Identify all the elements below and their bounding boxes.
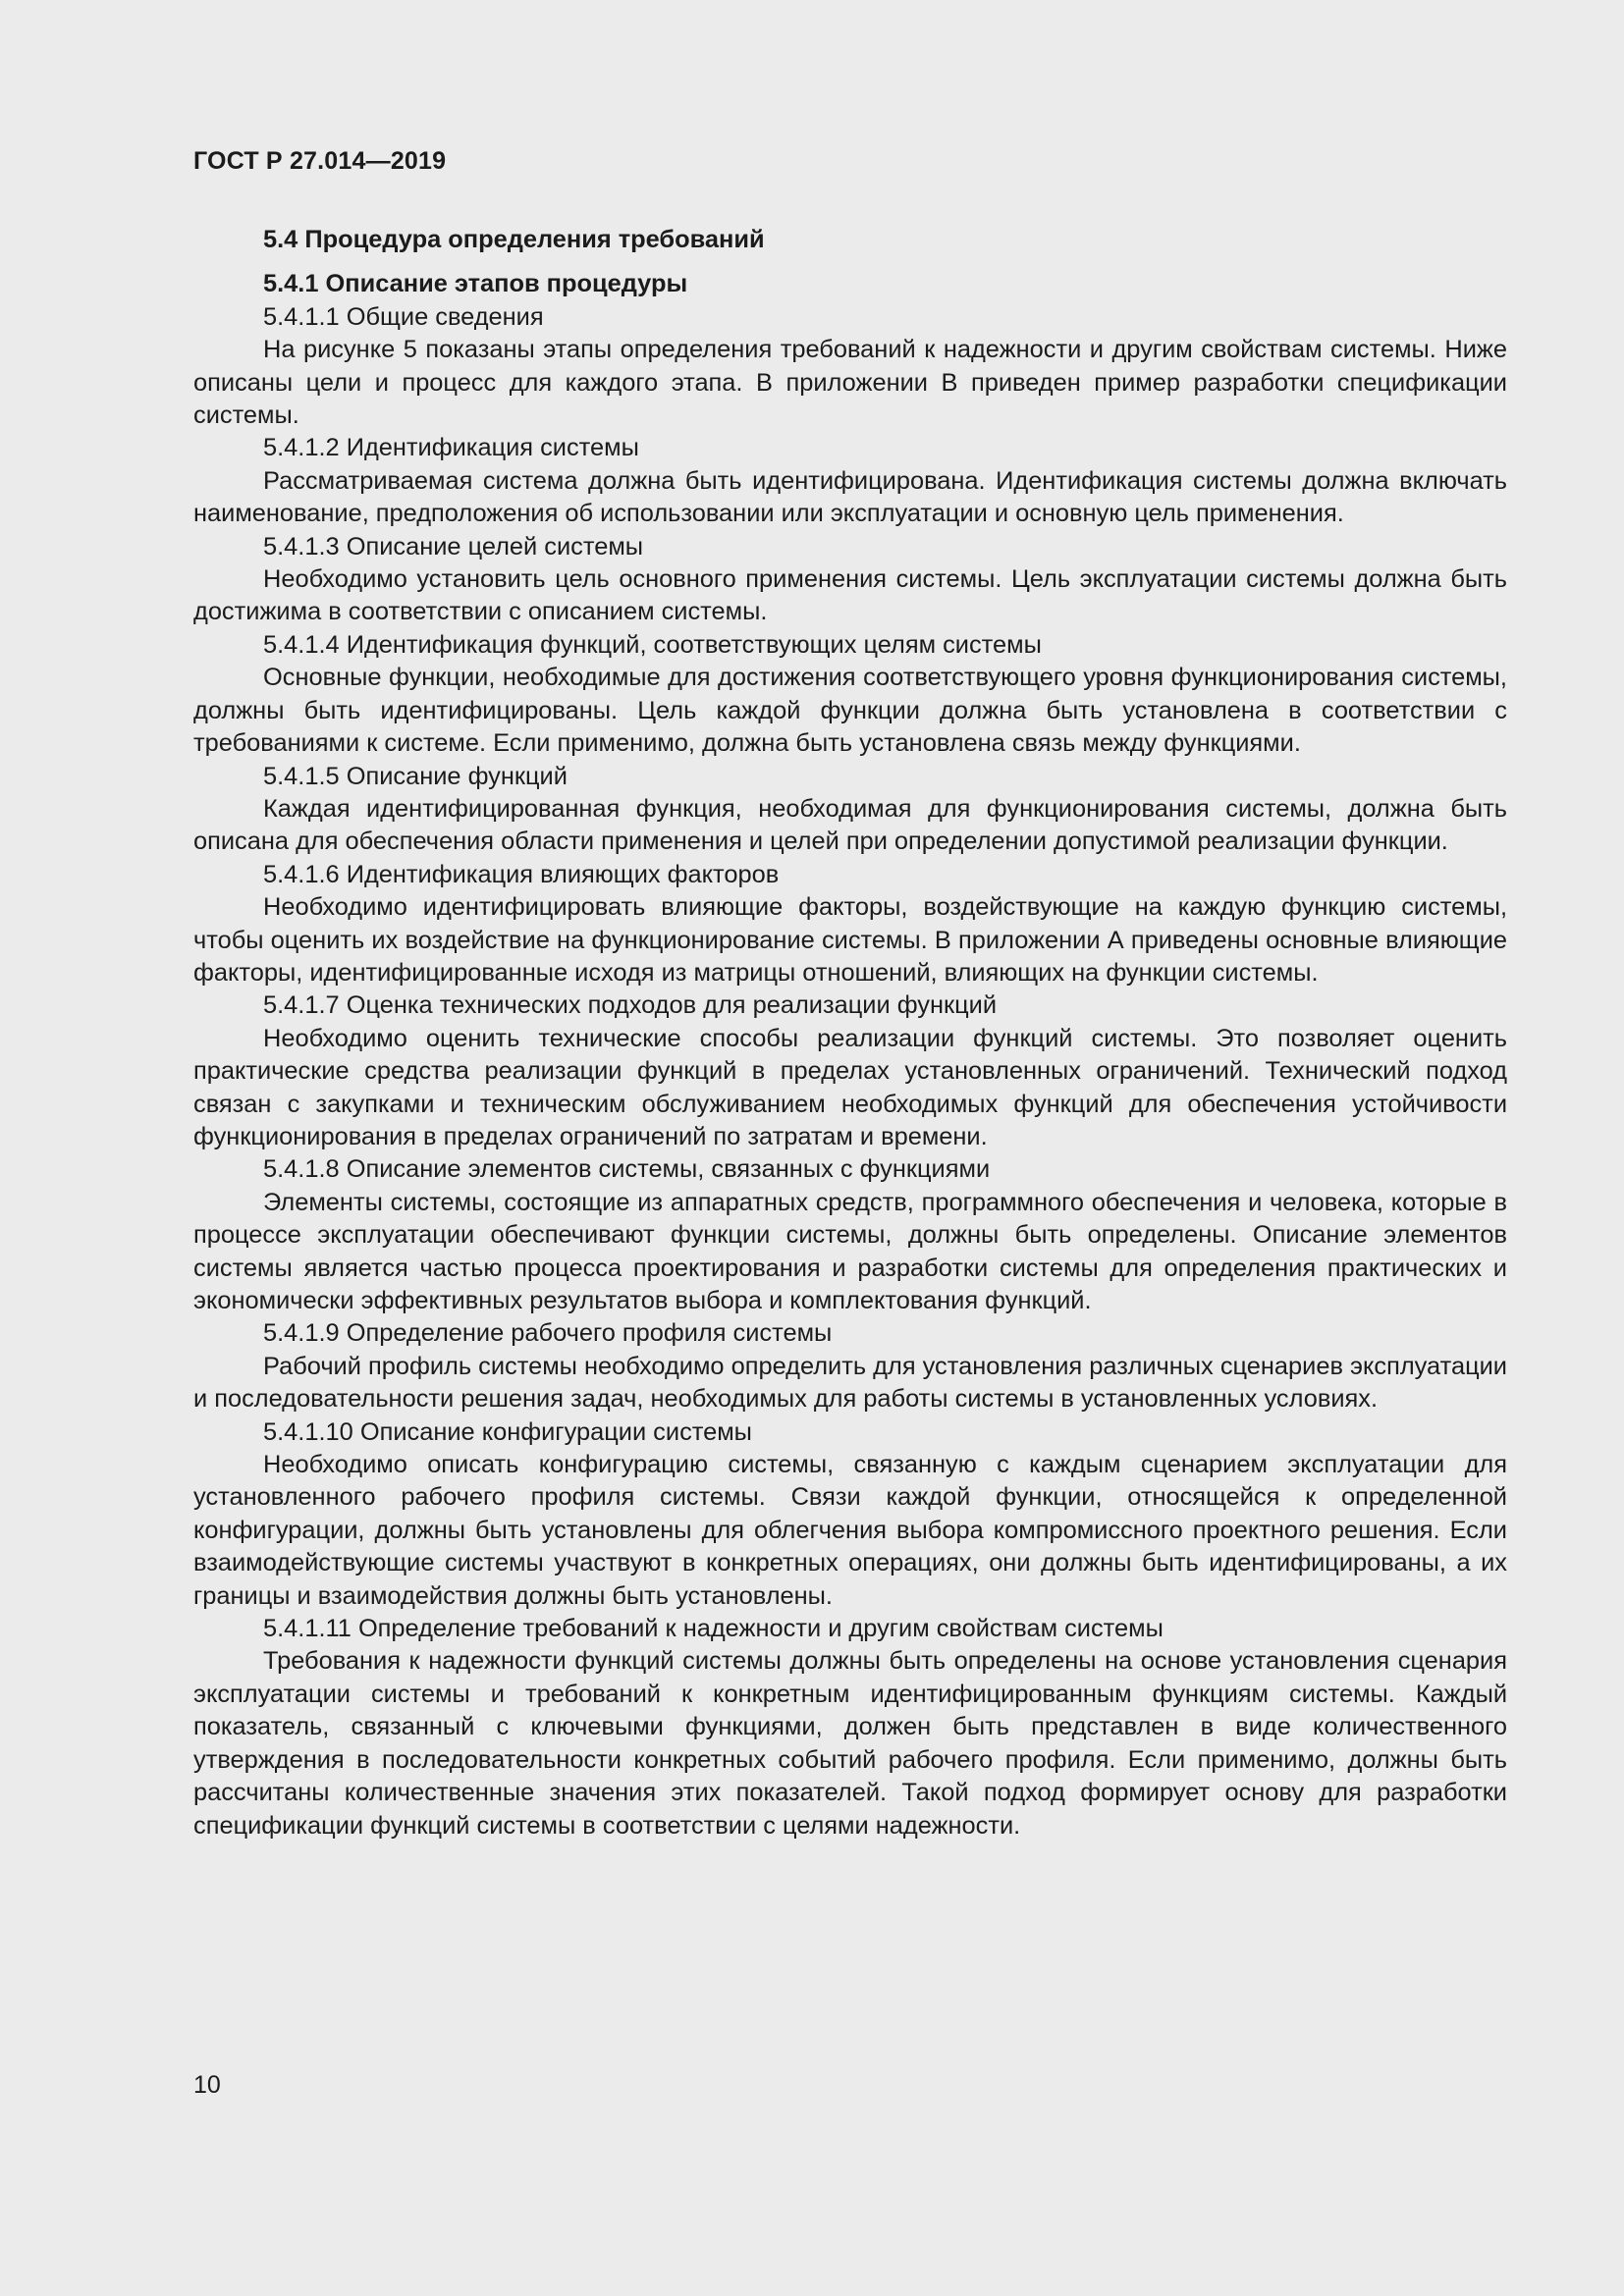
document-header: ГОСТ Р 27.014—2019 <box>193 147 447 175</box>
clause-heading: 5.4.1.1 Общие сведения <box>263 302 544 331</box>
clause-paragraph: Основные функции, необходимые для достижения соответствующего уровня функционирования системы, должны быть идентифицированы. Цель каждой функции должна быть установлена в соответствии с требованиями к системе. Если применимо, должна быть установлена связь между функциями. <box>193 664 1507 758</box>
clause-heading: 5.4.1.8 Описание элементов системы, связанных с функциями <box>263 1155 991 1184</box>
clause-heading: 5.4.1.6 Идентификация влияющих факторов <box>263 860 780 888</box>
page-number: 10 <box>193 2071 221 2099</box>
clause-paragraph: Необходимо идентифицировать влияющие факторы, воздействующие на каждую функцию системы, чтобы оценить их воздействие на функционирование системы. В приложении А приведены основные влияющие факторы, идентифицированные исходя из матрицы отношений, влияющих на функции системы. <box>193 893 1507 987</box>
clause-paragraph: Рабочий профиль системы необходимо определить для установления различных сценариев эксплуатации и последовательности решения задач, необходимых для работы системы в установленных условиях. <box>193 1352 1507 1414</box>
subsection-title: 5.4.1 Описание этапов процедуры <box>263 270 688 298</box>
clause-paragraph: Рассматриваемая система должна быть идентифицирована. Идентификация системы должна включать наименование, предположения об использовании или эксплуатации и основную цель применения. <box>193 466 1507 528</box>
clause-paragraph: Элементы системы, состоящие из аппаратных средств, программного обеспечения и человека, которые в процессе эксплуатации обеспечивают функции системы, должны быть определены. Описание элементов системы является частью процесса проектирования и разработки системы для определения практических и экономически эффективных результатов выбора и комплектования функций. <box>193 1188 1507 1314</box>
clause-heading: 5.4.1.10 Описание конфигурации системы <box>263 1417 752 1446</box>
clause-heading: 5.4.1.3 Описание целей системы <box>263 532 644 561</box>
section-title: 5.4 Процедура определения требований <box>263 226 765 253</box>
clause-paragraph: Необходимо установить цель основного применения системы. Цель эксплуатации системы должна быть достижима в соответствии с описанием системы. <box>193 565 1507 626</box>
clause-heading: 5.4.1.11 Определение требований к надежности и другим свойствам системы <box>263 1615 1164 1643</box>
clause-paragraph: На рисунке 5 показаны этапы определения требований к надежности и другим свойствам системы. Ниже описаны цели и процесс для каждого этапа. В приложении В приведен пример разработки спецификации системы. <box>193 336 1507 430</box>
document-body <box>193 224 1507 1842</box>
clause-paragraph: Требования к надежности функций системы должны быть определены на основе установления сценария эксплуатации системы и требований к конкретным идентифицированным функциям системы. Каждый показатель, связанный с ключевыми функциями, должен быть представлен в виде количественного утверждения в последовательности конкретных событий рабочего профиля. Если применимо, должны быть рассчитаны количественные значения этих показателей. Такой подход формирует основу для разработки спецификации функций системы в соответствии с целями надежности. <box>193 1647 1507 1840</box>
clause-heading: 5.4.1.7 Оценка технических подходов для реализации функций <box>263 991 998 1020</box>
clause-heading: 5.4.1.5 Описание функций <box>263 762 568 790</box>
clause-paragraph: Каждая идентифицированная функция, необходимая для функционирования системы, должна быть описана для обеспечения области применения и целей при определении допустимой реализации функции. <box>193 794 1507 856</box>
clause-heading: 5.4.1.4 Идентификация функций, соответствующих целям системы <box>263 630 1042 659</box>
clause-heading: 5.4.1.2 Идентификация системы <box>263 434 639 462</box>
clause-heading: 5.4.1.9 Определение рабочего профиля системы <box>263 1319 833 1348</box>
clause-paragraph: Необходимо описать конфигурацию системы, связанную с каждым сценарием эксплуатации для установленного рабочего профиля системы. Связи каждой функции, относящейся к определенной конфигурации, должны быть установлены для облегчения выбора компромиссного проектного решения. Если взаимодействующие системы участвуют в конкретных операциях, они должны быть идентифицированы, а их границы и взаимодействия должны быть установлены. <box>193 1451 1507 1610</box>
clause-paragraph: Необходимо оценить технические способы реализации функций системы. Это позволяет оценить практические средства реализации функций в пределах установленных ограничений. Технический подход связан с закупками и техническим обслуживанием необходимых функций для обеспечения устойчивости функционирования в пределах ограничений по затратам и времени. <box>193 1024 1507 1150</box>
